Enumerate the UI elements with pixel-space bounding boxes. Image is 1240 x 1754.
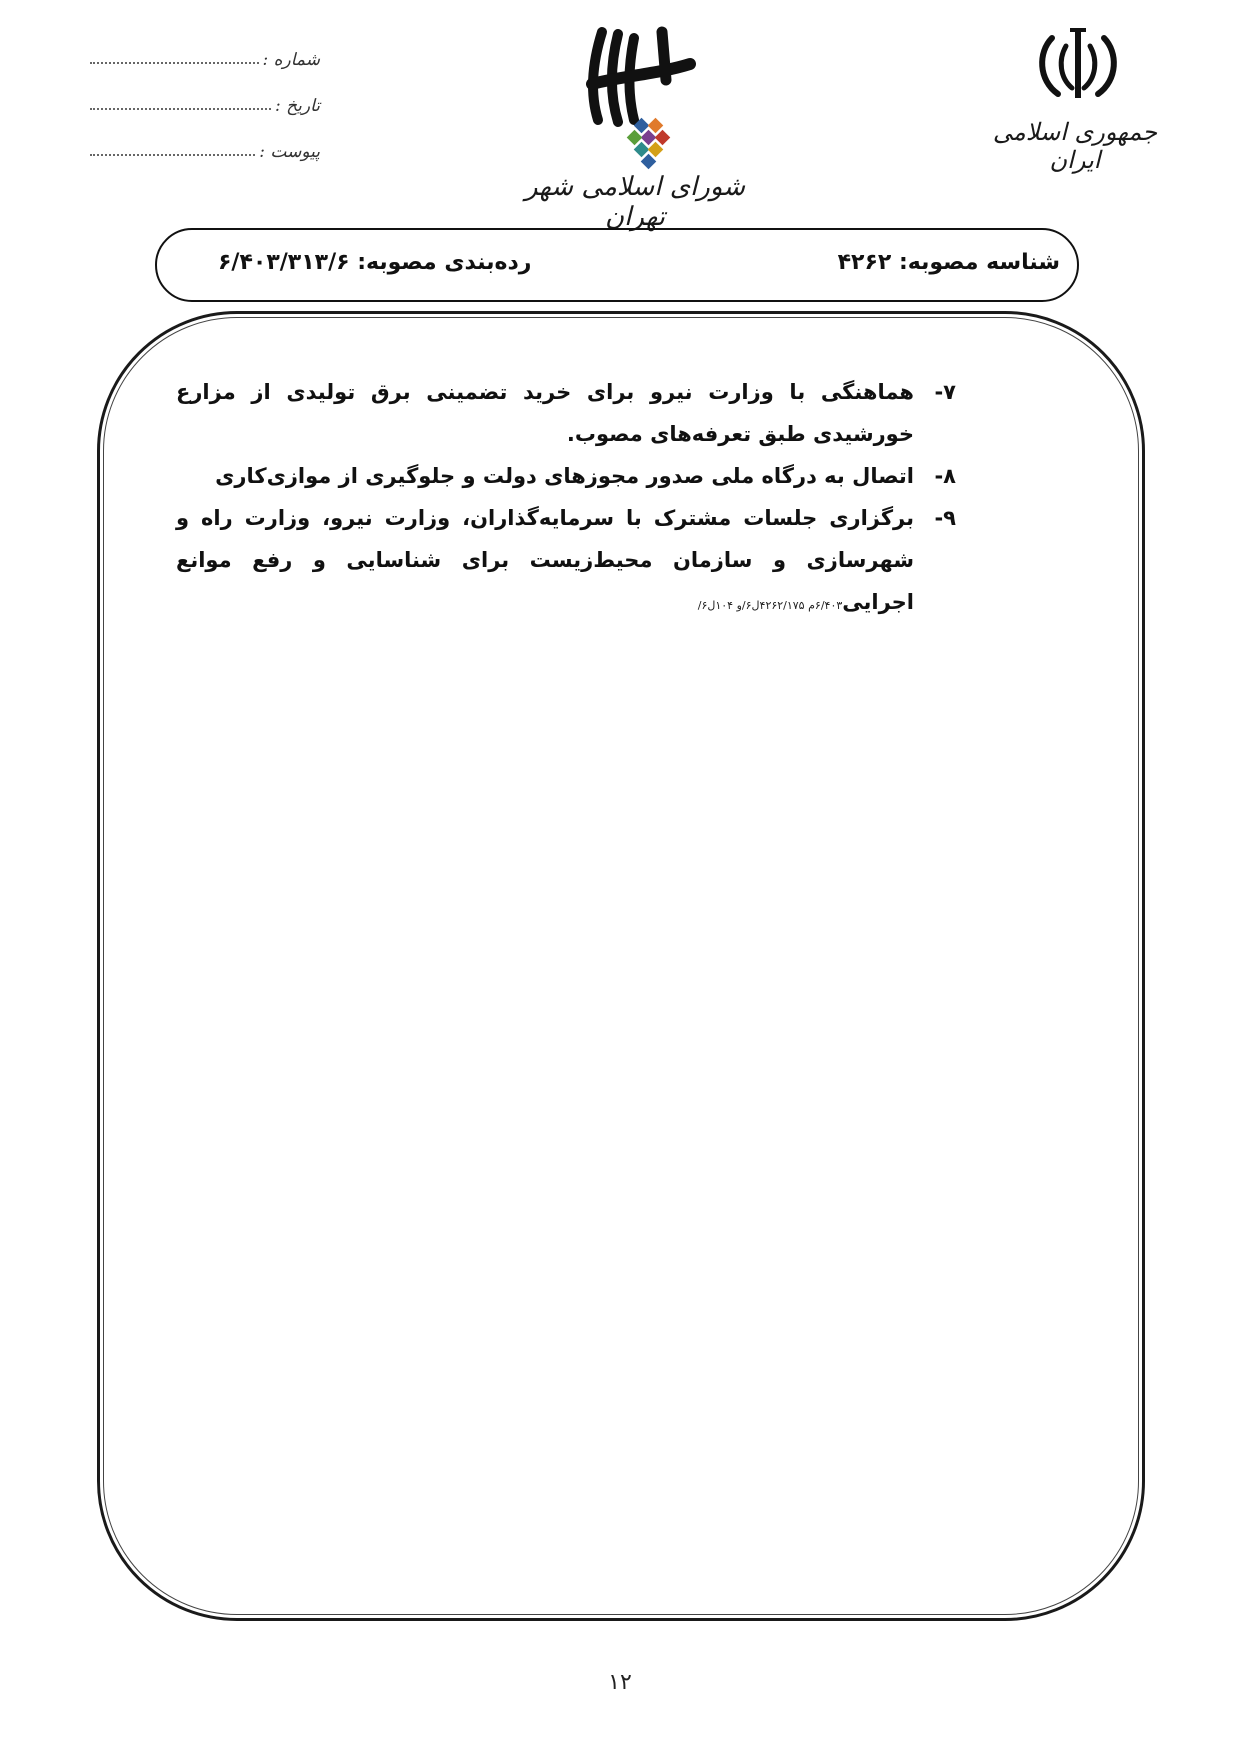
- resolution-id: شناسه مصوبه: ۴۲۶۲: [837, 250, 1060, 275]
- list-item-number: ۸-: [934, 464, 956, 488]
- list-item-8: [176, 455, 956, 497]
- date-dotted-line: [90, 107, 271, 110]
- list-item-number: ۹-: [934, 506, 956, 530]
- resolution-classification: رده‌بندی مصوبه: ۶/۴۰۳/۳۱۳/۶: [218, 250, 532, 275]
- attachment-label: پیوست :: [259, 142, 320, 162]
- council-name: شورای اسلامی شهر تهران: [524, 172, 746, 232]
- list-item-text: برگزاری جلسات مشترک با سرمایه‌گذاران، وزارت نیرو، وزارت راه و شهرسازی و سازمان محیط‌زیست برای شناسایی و رفع موانع اجرایی: [176, 506, 914, 614]
- attachment-field: [90, 132, 320, 162]
- list-item-number: ۷-: [934, 380, 956, 404]
- number-label: شماره :: [262, 50, 320, 70]
- date-label: تاریخ :: [275, 96, 320, 116]
- list-item-text: هماهنگی با وزارت نیرو برای خرید تضمینی برق تولیدی از مزارع خورشیدی طبق تعرفه‌های مصوب.: [176, 380, 914, 446]
- list-item-text: اتصال به درگاه ملی صدور مجوزهای دولت و جلوگیری از موازی‌کاری: [215, 464, 914, 488]
- attachment-dotted-line: [90, 153, 255, 156]
- page-number: ۱۲: [608, 1670, 632, 1695]
- reference-note: ۶/۴۰۳م ۴۲۶۲/۱۷۵ل۶/و ۱۰۴ل۶/: [697, 599, 843, 612]
- list-item-7: [176, 371, 956, 455]
- number-dotted-line: [90, 61, 259, 64]
- iran-emblem-icon: [1030, 26, 1126, 106]
- country-name: جمهوری اسلامی ایران: [992, 118, 1158, 174]
- date-field: [90, 86, 320, 116]
- list-item-9: [176, 497, 956, 627]
- number-field: [90, 40, 320, 70]
- city-council-logo: [562, 24, 712, 174]
